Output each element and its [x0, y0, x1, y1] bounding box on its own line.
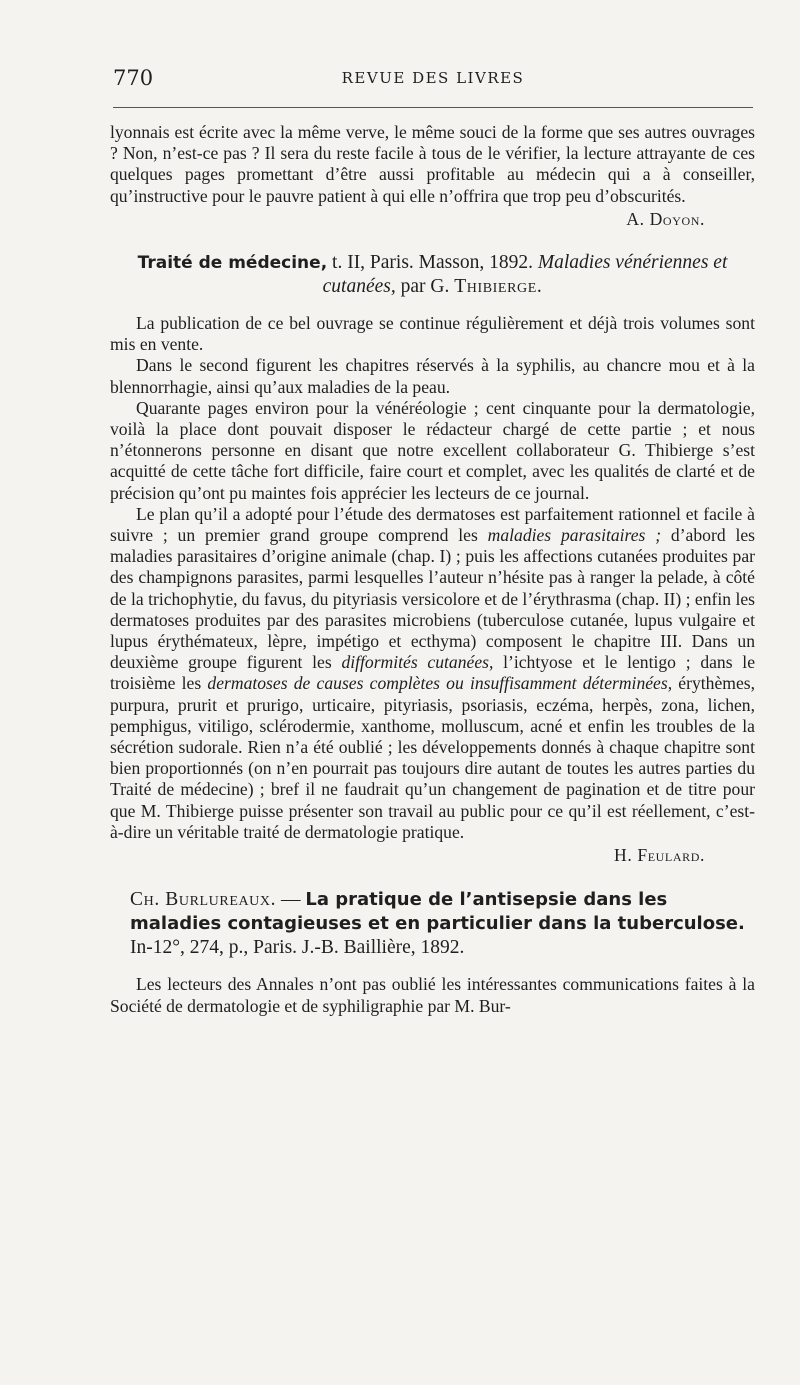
- review-paragraph: Les lecteurs des Annales n’ont pas oublié les intéressantes communications faites à la Société de dermatologie et de syphiligraphie par M. Bur-: [110, 974, 755, 1016]
- review-paragraph: Dans le second figurent les chapitres réservés à la syphilis, au chancre mou et à la blennorrhagie, ainsi qu’aux maladies de la peau.: [110, 355, 755, 397]
- review-heading-italic: Maladies vénériennes et cutanées,: [322, 252, 728, 298]
- review-heading-burlureaux: [110, 888, 755, 960]
- paragraph-text: érythèmes, purpura, prurit et prurigo, urticaire, pityriasis, psoriasis, eczéma, herpès, zona, lichen, pemphigus, vitiligo, sclérodermie, xanthome, molluscum, acné et enfin les troubles de la sécrétion sudorale. Rien n’a été oublié ; les développements donnés à chaque chapitre sont bien proportionnés (on n’en pourrait pas toujours dire autant de toutes les autres parties du Traité de médecine) ; bref il ne faudrait qu’un changement de pagination et de titre pour que M. Thibierge puisse présenter son travail au public pour ce qu’il est réellement, c’est-à-dire un véritable traité de dermatologie pratique.: [110, 673, 755, 842]
- paragraph-italic-text: dermatoses de causes complètes ou insuffisamment déterminées,: [207, 673, 673, 694]
- review-paragraph: La publication de ce bel ouvrage se continue régulièrement et déjà trois volumes sont mis en vente.: [110, 313, 755, 355]
- paragraph-italic-text: maladies parasitaires ;: [487, 525, 662, 546]
- paragraph-italic-text: difformités cutanées,: [341, 652, 494, 673]
- running-title: REVUE DES LIVRES: [341, 69, 525, 87]
- header-rule: [113, 107, 753, 108]
- review-heading-author: Ch. Burlureaux.: [130, 889, 277, 911]
- review-paragraph: Quarante pages environ pour la vénéréologie ; cent cinquante pour la dermatologie, voilà la place dont pouvait disposer le rédacteur chargé de cette partie ; et nous n’étonnerons personne en disant que notre excellent collaborateur G. Thibierge s’est acquitté de cette tâche fort difficile, faire court et complet, avec les qualités de clarté et de précision qu’ont pu maintes fois apprécier les lecteurs de ce journal.: [110, 397, 755, 503]
- paragraph-text: Le plan qu’il a adopté pour l’étude des dermatoses est parfaitement rationnel et facile à suivre ; un premier grand groupe comprend les: [110, 503, 755, 546]
- review-heading-by: par G.: [395, 276, 455, 298]
- paragraph-text: l’ichtyose et le lentigo ; dans le troisième les: [110, 652, 756, 694]
- page-number: 770: [113, 66, 154, 90]
- review-signature-feulard: H. Feulard.: [614, 845, 705, 866]
- review-signature-doyon: A. Doyon.: [626, 208, 705, 229]
- page-header: [113, 66, 753, 96]
- paragraph-text: d’abord les maladies parasitaires d’origine animale (chap. I) ; puis les affections cutanées produites par des champignons parasites, parmi lesquelles l’auteur n’hésite pas à ranger la pelade, à côté de la trichophytie, du favus, du pityriasis versicolore et de l’érythrasma (chap. II) ; enfin les dermatoses produites par des parasites microbiens (tuberculose cutanée, lupus vulgaire et lupus érythémateux, lèpre, impétigo et ecthyma) composent le chapitre III. Dans un deuxième groupe figurent les: [110, 525, 755, 673]
- review-heading-details: t. II, Paris. Masson, 1892.: [327, 252, 533, 274]
- review-continuation-paragraph: lyonnais est écrite avec la même verve, le même souci de la forme que ses autres ouvrages ? Non, n’est-ce pas ? Il sera du reste facile à tous de le vérifier, la lecture attrayante de ces quelques pages promettant d’être aussi profitable au médecin qui a à conseiller, qu’instructive pour le pauvre patient à qui elle n’offrira que trop peu d’obscurités.: [110, 122, 755, 206]
- review-heading-bold: La pratique de l’antisepsie dans les maladies contagieuses et en particulier dans la tuberculose.: [130, 889, 745, 935]
- review-heading-thibierge: [110, 251, 755, 299]
- review-heading-details: In-12°, 274, p., Paris. J.-B. Baillière, 1892.: [130, 937, 465, 959]
- review-heading-bold: Traité de médecine,: [137, 253, 328, 274]
- heading-dash: —: [276, 889, 306, 911]
- review-heading-author: Thibierge.: [454, 276, 543, 298]
- page-body: [110, 122, 755, 1017]
- review-paragraph-plan: [110, 504, 755, 843]
